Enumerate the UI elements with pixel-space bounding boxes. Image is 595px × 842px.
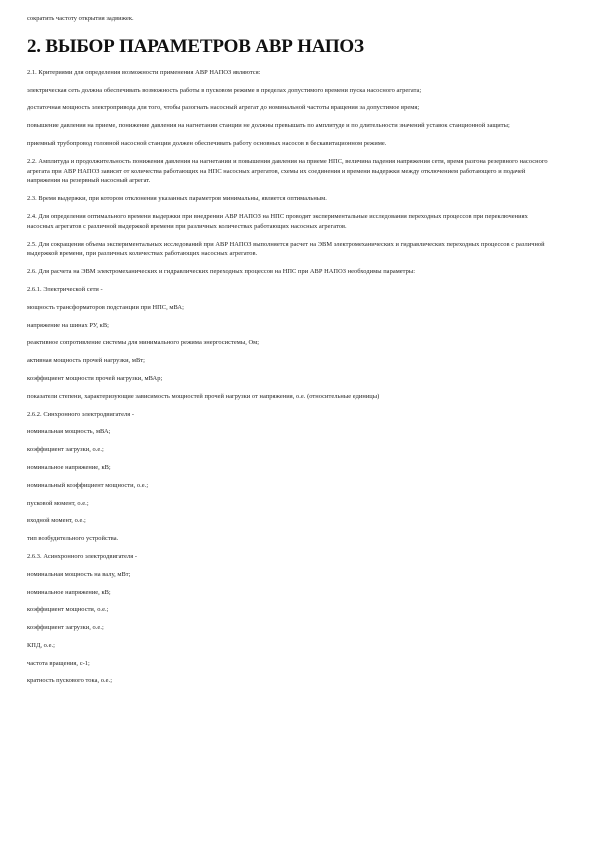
paragraph-2-6: 2.6. Для расчета на ЭВМ электромеханических и гидравлических переходных процессов на НПС при АВР НАПОЗ необходимы параметры: [27, 268, 416, 276]
list-item: коэффициент загрузки, о.е.; [27, 446, 104, 454]
list-item: мощность трансформаторов подстанции при НПС, мВА; [27, 303, 184, 311]
paragraph-2-2: 2.2. Амплитуда и продолжительность понижения давления на нагнетании и повышения давления на приеме НПС, величина падения напряжения сети, время разгона резервного насосного агрегата при АВР НАПОЗ зависят от количества работающих на НПС насосных агрегатов, схемы их соединения и времени выдержки между отключением работающего и подачей напряжения на резервный насосный агрегат. [27, 157, 548, 185]
list-item: показатели степени, характеризующие зависимость мощностей прочей нагрузки от напряжения, о.е. (относительные единицы) [27, 392, 380, 400]
list-item: коэффициент мощности, о.е.; [27, 606, 109, 614]
paragraph-criterion-power: достаточная мощность электропривода для того, чтобы разогнать насосный агрегат до номинальной частоты вращения за допустимое время; [27, 104, 420, 112]
list-item: номинальное напряжение, кВ; [27, 463, 111, 471]
paragraph-2-4: 2.4. Для определения оптимального времени выдержки при внедрении АВР НАПОЗ на НПС проводят экспериментальные исследования переходных процессов при переключениях насосных агрегатов с различной выдержкой времени при различных количествах работающих насосных агрегатов. [27, 212, 528, 230]
list-item: номинальный коэффициент мощности, о.е.; [27, 481, 149, 489]
subheading-2-6-2: 2.6.2. Синхронного электродвигателя - [27, 410, 135, 418]
list-item: КПД, о.е.; [27, 641, 55, 649]
list-item: кратность пускового тока, о.е.; [27, 677, 113, 685]
list-item: напряжение на шинах РУ, кВ; [27, 321, 109, 329]
list-item: частота вращения, с-1; [27, 659, 90, 667]
paragraph-2-3: 2.3. Время выдержки, при котором отклонения указанных параметров минимальны, является оптимальным. [27, 195, 327, 203]
list-item: номинальная мощность на валу, мВт; [27, 570, 131, 578]
section-heading: 2. ВЫБОР ПАРАМЕТРОВ АВР НАПОЗ [27, 35, 364, 57]
paragraph-2-5: 2.5. Для сокращения объема экспериментальных исследований при АВР НАПОЗ выполняется расчет на ЭВМ электромеханических и гидравлических переходных процессов с различной выдержкой времени, при различных количествах работающих насосных агрегатов. [27, 240, 545, 258]
list-item: входной момент, о.е.; [27, 517, 86, 525]
list-item: активная мощность прочей нагрузки, мВт; [27, 357, 145, 365]
list-item: коэффициент загрузки, о.е.; [27, 624, 104, 632]
paragraph-criterion-pressure: повышение давления на приеме, понижение давления на нагнетании станции не должны превышать по амплитуде и по длительности значений уставок станционной защиты; [27, 122, 510, 130]
subheading-2-6-1: 2.6.1. Электрической сети - [27, 285, 103, 293]
paragraph-criterion-pipeline: приемный трубопровод головной насосной станции должен обеспечивать работу основных насосов в бескавитационном режиме. [27, 139, 387, 147]
list-item: номинальная мощность, мВА; [27, 428, 111, 436]
paragraph-2-1: 2.1. Критериями для определения возможности применения АВР НАПОЗ являются: [27, 68, 261, 76]
subheading-2-6-3: 2.6.3. Асинхронного электродвигателя - [27, 552, 138, 560]
top-line: сократить частоту открытия задвижек. [27, 15, 134, 22]
list-item: реактивное сопротивление системы для минимального режима энергосистемы, Ом; [27, 339, 260, 347]
list-item: номинальное напряжение, кВ; [27, 588, 111, 596]
paragraph-criterion-network: электрическая сеть должна обеспечивать возможность работы в пусковом режиме в пределах допустимого времени пуска насосного агрегата; [27, 86, 422, 94]
list-item: коэффициент мощности прочей нагрузки, мВАр; [27, 374, 163, 382]
list-item: тип возбудительного устройства. [27, 535, 119, 543]
list-item: пусковой момент, о.е.; [27, 499, 89, 507]
